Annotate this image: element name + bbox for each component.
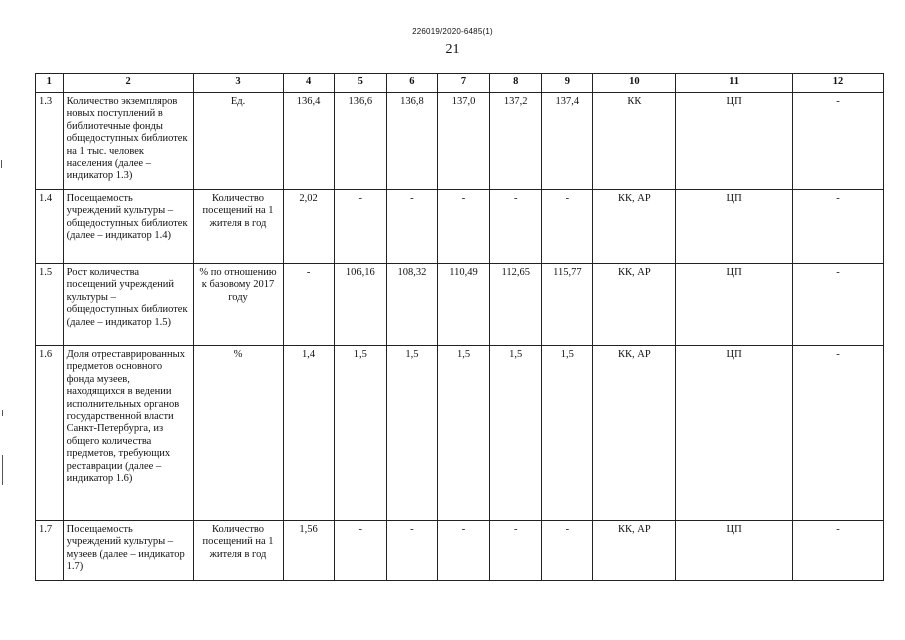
column-header-9: 9 <box>542 74 593 93</box>
value-col-7: - <box>437 521 489 581</box>
value-col-5: 136,6 <box>334 93 386 190</box>
source-col-11: ЦП <box>676 93 793 190</box>
scan-margin-mark <box>2 410 3 416</box>
unit-of-measure: % по отношению к базовому 2017 году <box>193 264 283 346</box>
source-col-11: ЦП <box>676 346 793 521</box>
value-col-6: 136,8 <box>386 93 437 190</box>
source-col-10: КК, АР <box>593 190 676 264</box>
value-col-9: - <box>542 521 593 581</box>
table-row <box>36 346 884 521</box>
source-col-10: КК, АР <box>593 521 676 581</box>
value-col-6: 1,5 <box>386 346 437 521</box>
value-col-8: 137,2 <box>490 93 542 190</box>
row-number: 1.5 <box>36 264 64 346</box>
table-row <box>36 521 884 581</box>
source-col-11: ЦП <box>676 190 793 264</box>
value-col-8: 1,5 <box>490 346 542 521</box>
column-header-4: 4 <box>283 74 334 93</box>
value-col-6: - <box>386 190 437 264</box>
source-col-10: КК, АР <box>593 346 676 521</box>
source-col-11: ЦП <box>676 521 793 581</box>
value-col-9: - <box>542 190 593 264</box>
row-number: 1.3 <box>36 93 64 190</box>
note-col-12: - <box>792 190 883 264</box>
unit-of-measure: Количество посещений на 1 жителя в год <box>193 521 283 581</box>
value-col-6: - <box>386 521 437 581</box>
column-header-3: 3 <box>193 74 283 93</box>
value-col-8: 112,65 <box>490 264 542 346</box>
page-number: 21 <box>445 42 460 57</box>
column-header-6: 6 <box>386 74 437 93</box>
unit-of-measure: Количество посещений на 1 жителя в год <box>193 190 283 264</box>
value-col-8: - <box>490 521 542 581</box>
value-col-7: 110,49 <box>437 264 489 346</box>
document-registration-number: 226019/2020-6485(1) <box>412 27 493 36</box>
indicator-name: Посещаемость учреждений культуры – общедоступных библиотек (далее – индикатор 1.4) <box>63 190 193 264</box>
column-number-header-row <box>36 74 884 93</box>
value-col-7: 1,5 <box>437 346 489 521</box>
value-col-4: 2,02 <box>283 190 334 264</box>
value-col-4: - <box>283 264 334 346</box>
value-col-8: - <box>490 190 542 264</box>
column-header-10: 10 <box>593 74 676 93</box>
value-col-4: 136,4 <box>283 93 334 190</box>
value-col-6: 108,32 <box>386 264 437 346</box>
row-number: 1.4 <box>36 190 64 264</box>
column-header-11: 11 <box>676 74 793 93</box>
value-col-9: 115,77 <box>542 264 593 346</box>
value-col-4: 1,4 <box>283 346 334 521</box>
note-col-12: - <box>792 346 883 521</box>
value-col-4: 1,56 <box>283 521 334 581</box>
note-col-12: - <box>792 264 883 346</box>
source-col-10: КК, АР <box>593 264 676 346</box>
column-header-7: 7 <box>437 74 489 93</box>
indicator-name: Рост количества посещений учреждений культуры – общедоступных библиотек (далее – индикатор 1.5) <box>63 264 193 346</box>
indicator-name: Посещаемость учреждений культуры – музеев (далее – индикатор 1.7) <box>63 521 193 581</box>
note-col-12: - <box>792 521 883 581</box>
table-row <box>36 190 884 264</box>
scan-margin-mark <box>1 160 2 168</box>
value-col-7: 137,0 <box>437 93 489 190</box>
unit-of-measure: Ед. <box>193 93 283 190</box>
source-col-10: КК <box>593 93 676 190</box>
value-col-5: 106,16 <box>334 264 386 346</box>
column-header-2: 2 <box>63 74 193 93</box>
column-header-8: 8 <box>490 74 542 93</box>
row-number: 1.6 <box>36 346 64 521</box>
value-col-5: 1,5 <box>334 346 386 521</box>
source-col-11: ЦП <box>676 264 793 346</box>
value-col-7: - <box>437 190 489 264</box>
row-number: 1.7 <box>36 521 64 581</box>
note-col-12: - <box>792 93 883 190</box>
column-header-1: 1 <box>36 74 64 93</box>
unit-of-measure: % <box>193 346 283 521</box>
value-col-5: - <box>334 190 386 264</box>
indicator-name: Доля отреставрированных предметов основного фонда музеев, находящихся в ведении исполнительных органов государственной власти Санкт-Петербурга, из общего количества предметов, требующих реставрации (далее – индикатор 1.6) <box>63 346 193 521</box>
scan-margin-mark <box>2 455 3 485</box>
value-col-9: 1,5 <box>542 346 593 521</box>
column-header-12: 12 <box>792 74 883 93</box>
value-col-9: 137,4 <box>542 93 593 190</box>
indicators-table <box>35 73 884 581</box>
column-header-5: 5 <box>334 74 386 93</box>
table-row <box>36 264 884 346</box>
value-col-5: - <box>334 521 386 581</box>
table-row <box>36 93 884 190</box>
indicator-name: Количество экземпляров новых поступлений в библиотечные фонды общедоступных библиотек на 1 тыс. человек населения (далее – индикатор 1.3) <box>63 93 193 190</box>
